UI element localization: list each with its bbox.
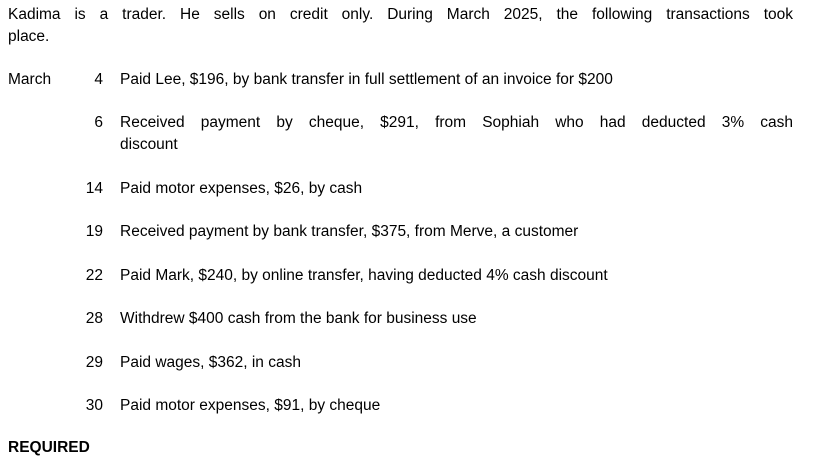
transaction-day: 22 (85, 266, 103, 284)
transaction-day: 30 (85, 397, 103, 414)
transaction-text-line-1: Received payment by cheque, $291, from Sophiah who had deducted 3% cash (120, 114, 793, 131)
intro-line-2: place. (8, 27, 50, 45)
transaction-description (120, 112, 793, 156)
transaction-description (120, 221, 793, 243)
transaction-description (120, 178, 793, 200)
transaction-description (120, 308, 793, 330)
transaction-row (8, 178, 793, 200)
transaction-text: Withdrew $400 cash from the bank for business use (120, 310, 477, 327)
transaction-day: 6 (94, 114, 103, 131)
transaction-description (120, 265, 793, 287)
transactions-list (8, 69, 793, 418)
transaction-text: Paid Lee, $196, by bank transfer in full settlement of an invoice for $200 (120, 70, 613, 88)
transaction-row (8, 352, 793, 374)
intro-line-1: Kadima is a trader. He sells on credit only. During March 2025, the following transactions took (8, 5, 793, 23)
transaction-text: Paid motor expenses, $91, by cheque (120, 397, 381, 414)
transaction-day: 19 (85, 223, 103, 240)
transaction-description (120, 69, 793, 91)
transaction-text-line-2: discount (120, 136, 178, 153)
transaction-row (8, 395, 793, 417)
required-heading: REQUIRED (8, 439, 90, 456)
transaction-row (8, 308, 793, 330)
transaction-text: Paid Mark, $240, by online transfer, having deducted 4% cash discount (120, 266, 608, 284)
transaction-text: Paid motor expenses, $26, by cash (120, 179, 363, 197)
intro-paragraph (8, 4, 793, 48)
transaction-row (8, 69, 793, 91)
transaction-row (8, 221, 793, 243)
transaction-text: Received payment by bank transfer, $375, from Merve, a customer (120, 223, 579, 240)
transaction-row (8, 265, 793, 287)
transaction-description (120, 395, 793, 417)
transaction-description (120, 352, 793, 374)
transaction-day: 29 (85, 353, 103, 371)
transaction-day: 28 (85, 310, 103, 327)
transaction-text: Paid wages, $362, in cash (120, 353, 301, 371)
transaction-day: 4 (94, 70, 103, 88)
transaction-day: 14 (85, 179, 103, 197)
transaction-row (8, 112, 793, 156)
month-label: March (8, 70, 52, 88)
